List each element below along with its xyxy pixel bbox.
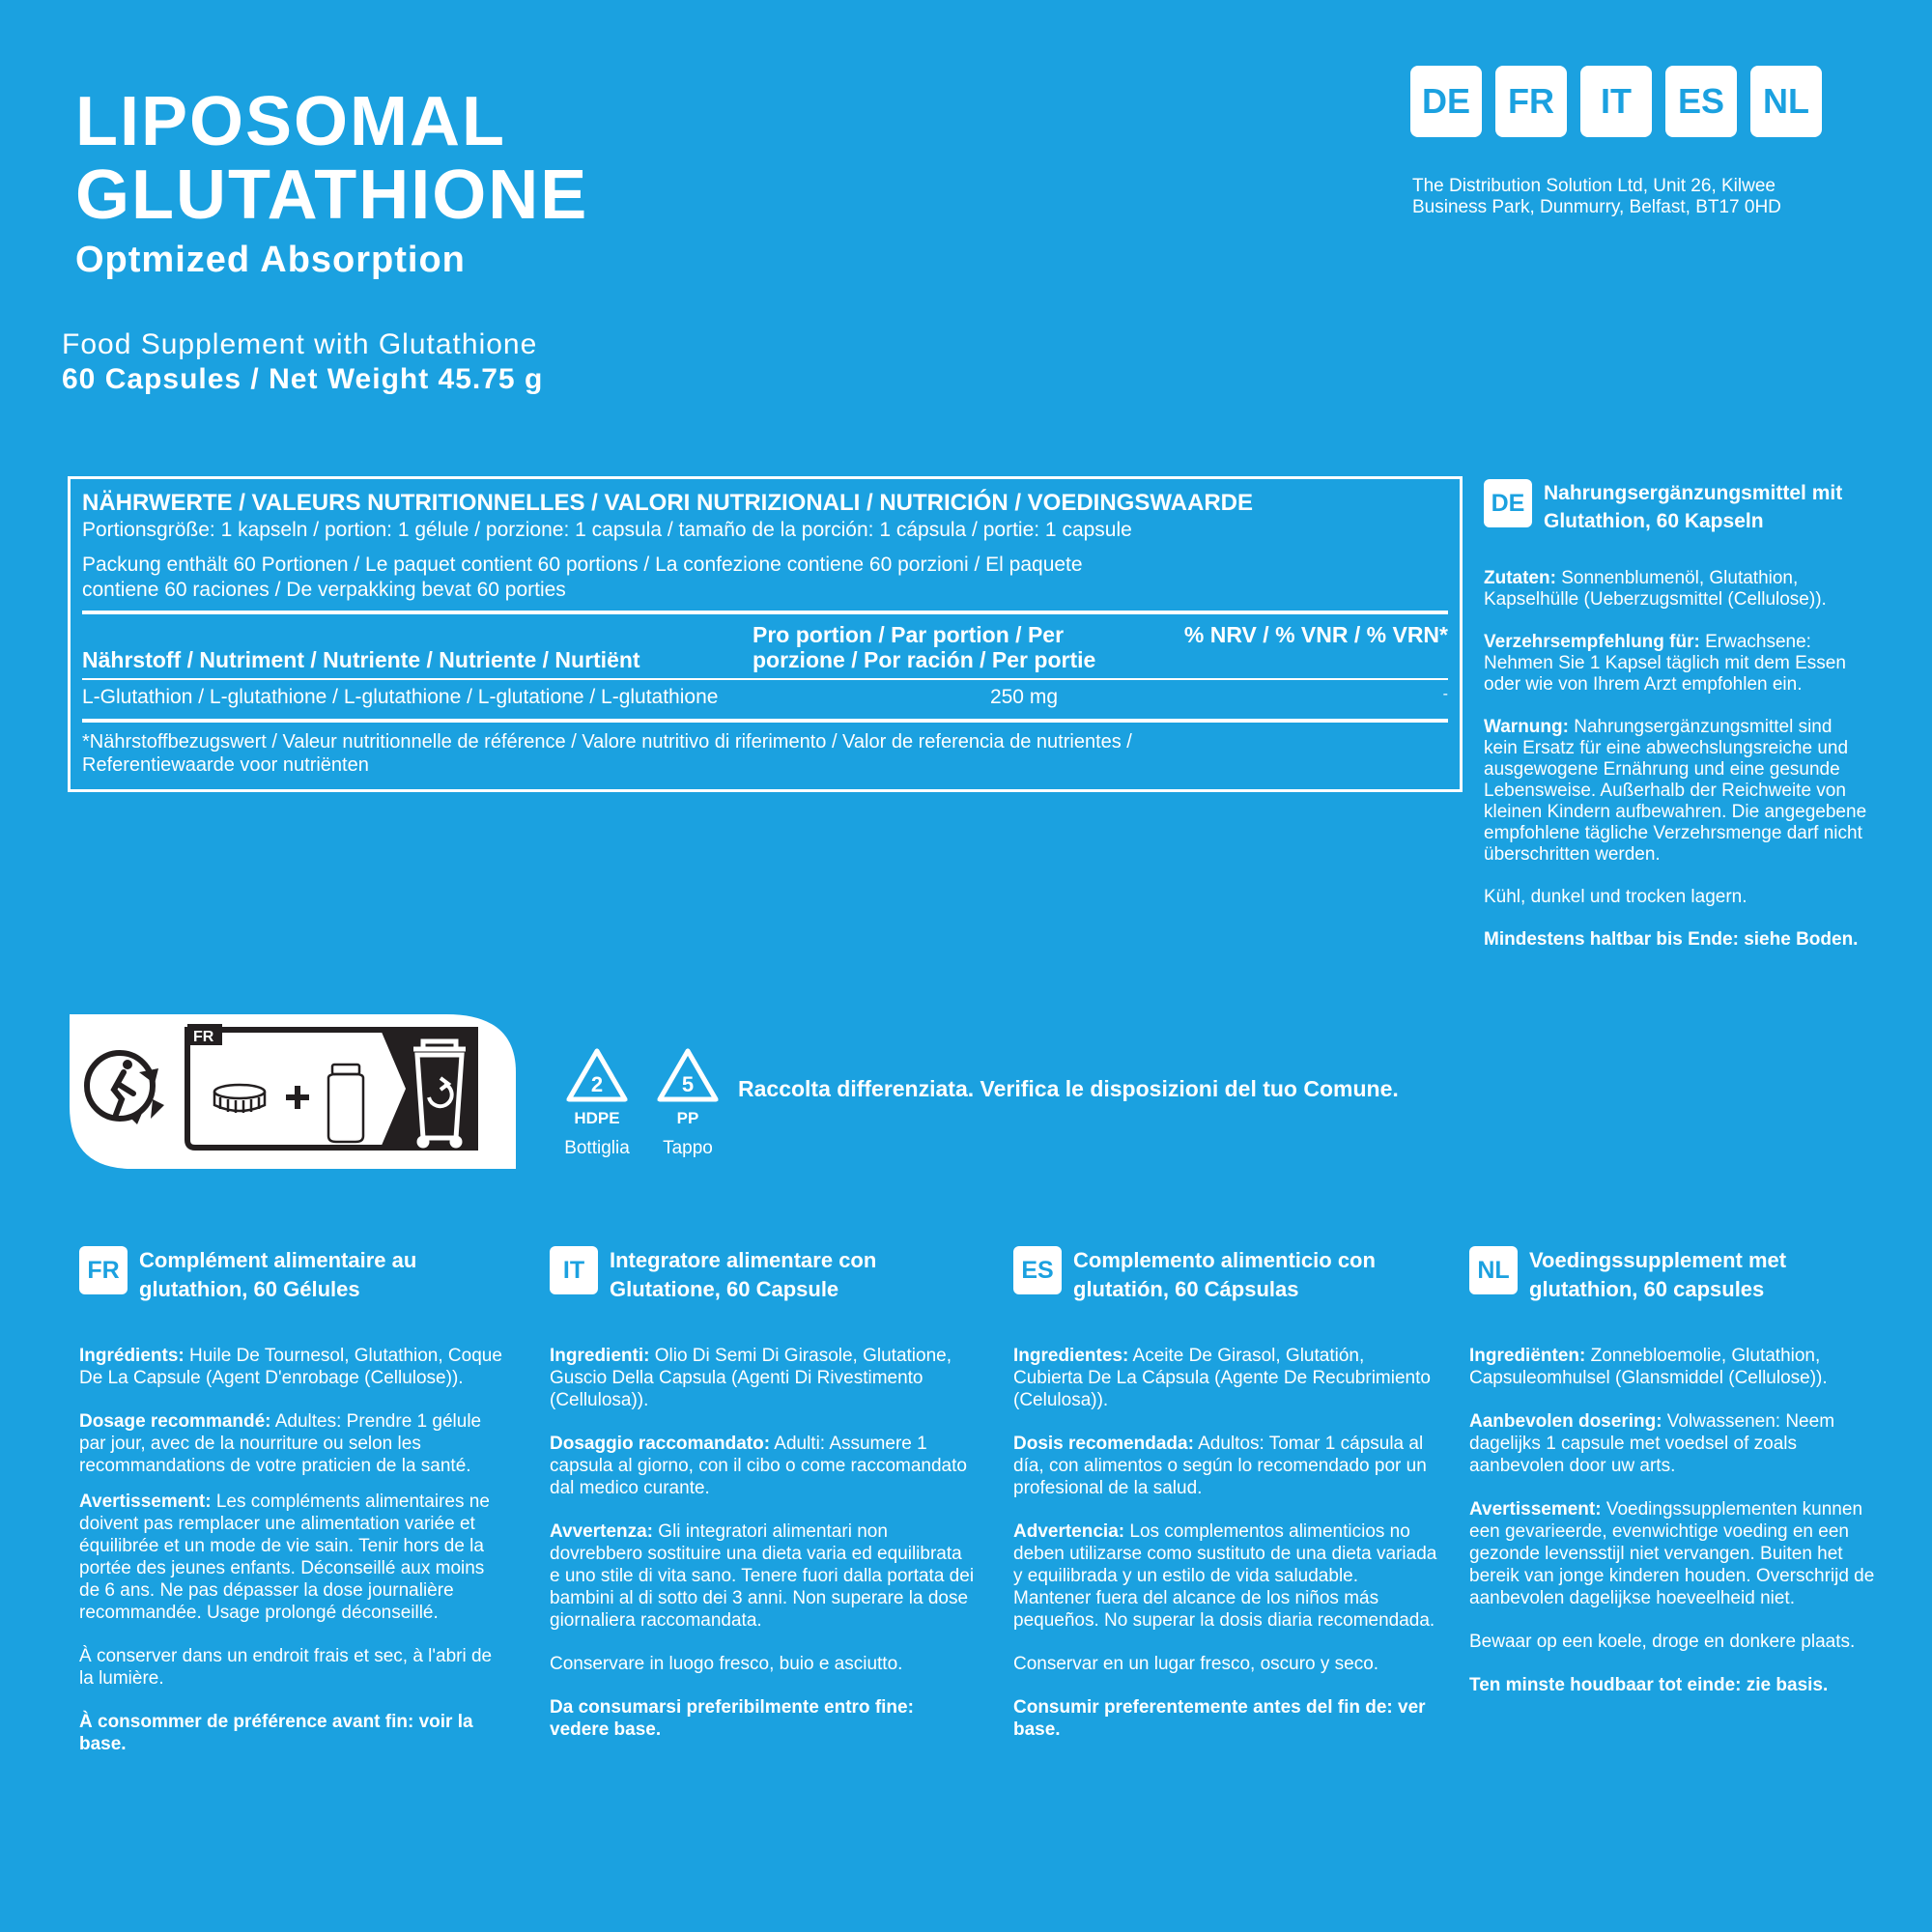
fr-warning bbox=[79, 1491, 504, 1624]
badge-fr: FR bbox=[79, 1246, 128, 1294]
fr-storage: À conserver dans un endroit frais et sec, à l'abri de la lumière. bbox=[79, 1646, 493, 1689]
fr-ingredients-label: Ingrédients: bbox=[79, 1346, 185, 1366]
de-warning-label: Warnung: bbox=[1484, 717, 1569, 737]
section-de-title: Nahrungsergänzungsmittel mit Glutathion, 60 Kapseln bbox=[1544, 482, 1843, 532]
de-dosage bbox=[1484, 632, 1870, 696]
it-warning-label: Avvertenza: bbox=[550, 1521, 654, 1542]
section-es-header bbox=[1013, 1246, 1438, 1304]
fr-dosage bbox=[79, 1410, 504, 1477]
it-dosage-label: Dosaggio raccomandato: bbox=[550, 1434, 771, 1454]
recycling-note: Raccolta differenziata. Verifica le disposizioni del tuo Comune. bbox=[738, 1076, 1399, 1101]
it-storage: Conservare in luogo fresco, buio e asciutto. bbox=[550, 1654, 903, 1674]
table-rule bbox=[82, 678, 1448, 680]
section-it-title: Integratore alimentare con Glutatione, 60 Capsule bbox=[610, 1248, 877, 1301]
badge-nl: NL bbox=[1469, 1246, 1518, 1294]
nutrient-amount: 250 mg bbox=[989, 686, 1058, 708]
section-es bbox=[1013, 1246, 1438, 1762]
es-ingredients-label: Ingredientes: bbox=[1013, 1346, 1129, 1366]
section-de-header bbox=[1484, 479, 1870, 535]
title-line-1: LIPOSOMAL bbox=[75, 83, 506, 160]
nrv-footnote-1: *Nährstoffbezugswert / Valeur nutritionnelle de référence / Valore nutritivo di riferimento / Valor de referencia de nutrientes / bbox=[82, 731, 1132, 753]
table-rule bbox=[82, 719, 1448, 723]
it-ingredients-label: Ingredienti: bbox=[550, 1346, 650, 1366]
triman-recycling-panel bbox=[70, 1014, 516, 1169]
nutrient-name: L-Glutathion / L-glutathione / L-glutathione / L-glutatione / L-glutathione bbox=[82, 686, 719, 708]
resin-code-label: HDPE bbox=[574, 1109, 620, 1127]
nl-ingredients-label: Ingrediënten: bbox=[1469, 1346, 1586, 1366]
lang-button-es[interactable]: ES bbox=[1665, 66, 1737, 137]
product-description: Food Supplement with Glutathione bbox=[62, 328, 538, 360]
resin-code-hdpe bbox=[562, 1047, 632, 1159]
section-it-header bbox=[550, 1246, 975, 1304]
section-nl-title: Voedingssupplement met glutathion, 60 capsules bbox=[1529, 1248, 1787, 1301]
de-best-before: Mindestens haltbar bis Ende: siehe Boden. bbox=[1484, 929, 1859, 950]
fr-warning-label: Avertissement: bbox=[79, 1492, 212, 1512]
col-nrv-header: % NRV / % VNR / % VRN* bbox=[1183, 622, 1448, 647]
nl-warning bbox=[1469, 1498, 1880, 1609]
recycling-triangle-icon bbox=[656, 1047, 720, 1107]
net-weight: 60 Capsules / Net Weight 45.75 g bbox=[62, 363, 544, 395]
lang-button-fr[interactable]: FR bbox=[1495, 66, 1567, 137]
lang-button-nl[interactable]: NL bbox=[1750, 66, 1822, 137]
address-line-2: Business Park, Dunmurry, Belfast, BT17 0HD bbox=[1412, 197, 1781, 217]
resin-code-pp bbox=[653, 1047, 723, 1159]
section-fr-title: Complément alimentaire au glutathion, 60 Gélules bbox=[139, 1248, 417, 1301]
de-ingredients bbox=[1484, 568, 1870, 611]
de-ingredients-text: Sonnenblumenöl, Glutathion, Kapselhülle (Ueberzugsmittel (Cellulose)). bbox=[1484, 568, 1827, 610]
es-storage: Conservar en un lugar fresco, oscuro y seco. bbox=[1013, 1654, 1379, 1674]
it-best-before: Da consumarsi preferibilmente entro fine: vedere base. bbox=[550, 1697, 914, 1740]
lang-button-de[interactable]: DE bbox=[1410, 66, 1482, 137]
portion-size: Portionsgröße: 1 kapseln / portion: 1 gélule / porzione: 1 capsula / tamaño de la porción: 1 cápsula / portie: 1 capsule bbox=[82, 519, 1132, 541]
resin-item-label: Bottiglia bbox=[564, 1138, 630, 1158]
nrv-footnote-2: Referentiewaarde voor nutriënten bbox=[82, 754, 369, 776]
product-title bbox=[75, 85, 588, 232]
recycling-triangle-icon bbox=[565, 1047, 629, 1107]
nutrition-heading: NÄHRWERTE / VALEURS NUTRITIONNELLES / VALORI NUTRIZIONALI / NUTRICIÓN / VOEDINGSWAARDE bbox=[82, 490, 1254, 516]
title-line-2: GLUTATHIONE bbox=[75, 156, 589, 234]
package-info-1: Packung enthält 60 Portionen / Le paquet contient 60 portions / La confezione contiene 60 porzioni / El paquete bbox=[82, 554, 1083, 576]
es-best-before: Consumir preferentemente antes del fin de: ver base. bbox=[1013, 1697, 1426, 1740]
section-nl bbox=[1469, 1246, 1880, 1718]
nutrient-nrv: - bbox=[1442, 686, 1448, 702]
fr-warning-text: Les compléments alimentaires ne doivent pas remplacer une alimentation variée et équilibrée et un mode de vie sain. Tenir hors de la portée des jeunes enfants. Déconseillé aux moins de 6 ans. Ne pas dépasser la dose journalière recommandée. Usage prolongé déconseillé. bbox=[79, 1492, 490, 1623]
nl-warning-label: Avertissement: bbox=[1469, 1499, 1602, 1520]
col-per-portion-line-2: porzione / Por ración / Per portie bbox=[753, 647, 1096, 672]
section-fr bbox=[79, 1246, 504, 1776]
es-warning-label: Advertencia: bbox=[1013, 1521, 1125, 1542]
it-ingredients bbox=[550, 1345, 975, 1411]
nl-ingredients bbox=[1469, 1345, 1880, 1389]
de-warning-text: Nahrungsergänzungsmittel sind kein Ersatz für eine abwechslungsreiche und ausgewogene Ernährung und eine gesunde Lebensweise. Außerhalb der Reichweite von kleinen Kindern aufbewahren. Die angegebene empfohlene tägliche Verzehrsmenge darf nicht überschritten werden. bbox=[1484, 717, 1867, 865]
es-ingredients bbox=[1013, 1345, 1438, 1411]
table-row bbox=[82, 686, 1448, 709]
resin-number: 2 bbox=[590, 1072, 604, 1096]
lang-button-it[interactable]: IT bbox=[1580, 66, 1652, 137]
address-line-1: The Distribution Solution Ltd, Unit 26, Kilwee bbox=[1412, 176, 1776, 196]
resin-item-label: Tappo bbox=[663, 1138, 713, 1158]
de-dosage-text: Erwachsene: Nehmen Sie 1 Kapsel täglich mit dem Essen oder wie von Ihrem Arzt empfohlen ein. bbox=[1484, 632, 1846, 695]
language-selector bbox=[1410, 66, 1822, 137]
package-info-2: contiene 60 raciones / De verpakking bevat 60 porties bbox=[82, 579, 566, 601]
badge-de: DE bbox=[1484, 479, 1532, 527]
resin-code-label: PP bbox=[676, 1109, 699, 1127]
nl-warning-text: Voedingssupplementen kunnen een gevarieerde, evenwichtige voeding en een gezonde levensstijl niet vervangen. Buiten het bereik van jonge kinderen houden. Overschrijd de aanbevolen dagelijkse hoeveelheid niet. bbox=[1469, 1499, 1875, 1608]
es-dosage bbox=[1013, 1433, 1438, 1499]
de-ingredients-label: Zutaten: bbox=[1484, 568, 1556, 588]
es-dosage-text: Adultos: Tomar 1 cápsula al día, con alimentos o según lo recomendado por un profesional de la salud. bbox=[1013, 1434, 1427, 1498]
section-es-title: Complemento alimenticio con glutatión, 60 Cápsulas bbox=[1073, 1248, 1376, 1301]
nl-dosage-label: Aanbevolen dosering: bbox=[1469, 1411, 1662, 1432]
de-warning bbox=[1484, 717, 1870, 866]
resin-number: 5 bbox=[681, 1072, 695, 1096]
de-storage: Kühl, dunkel und trocken lagern. bbox=[1484, 887, 1747, 907]
fr-dosage-label: Dosage recommandé: bbox=[79, 1411, 271, 1432]
table-rule bbox=[82, 611, 1448, 614]
fr-ingredients bbox=[79, 1345, 504, 1389]
it-warning-text: Gli integratori alimentari non dovrebbero sostituire una dieta varia ed equilibrata e uno stile di vita sano. Tenere fuori dalla portata dei bambini al di sotto dei 3 anni. Non superare la dose giornaliera raccomandata. bbox=[550, 1521, 975, 1631]
section-it bbox=[550, 1246, 975, 1762]
nl-dosage bbox=[1469, 1410, 1880, 1477]
es-ingredients-text: Aceite De Girasol, Glutatión, Cubierta De La Cápsula (Agente De Recubrimiento (Celulosa)). bbox=[1013, 1346, 1431, 1410]
triman-fr-tag: FR bbox=[193, 1029, 214, 1045]
nl-ingredients-text: Zonnebloemolie, Glutathion, Capsuleomhulsel (Glansmiddel (Cellulose)). bbox=[1469, 1346, 1828, 1388]
it-dosage bbox=[550, 1433, 975, 1499]
nl-dosage-text: Volwassenen: Neem dagelijks 1 capsule met voedsel of zoals aanbevolen door uw arts. bbox=[1469, 1411, 1835, 1476]
col-per-portion-line-1: Pro portion / Par portion / Per bbox=[753, 622, 1065, 647]
fr-dosage-text: Adultes: Prendre 1 gélule par jour, avec de la nourriture ou selon les recommandations de votre praticien de la santé. bbox=[79, 1411, 482, 1476]
col-per-portion-header bbox=[753, 622, 1139, 672]
col-nutrient-header: Nährstoff / Nutriment / Nutriente / Nutriente / Nurtiënt bbox=[82, 647, 640, 672]
nl-best-before: Ten minste houdbaar tot einde: zie basis. bbox=[1469, 1675, 1829, 1695]
section-nl-header bbox=[1469, 1246, 1880, 1304]
badge-it: IT bbox=[550, 1246, 598, 1294]
nl-storage: Bewaar op een koele, droge en donkere plaats. bbox=[1469, 1632, 1856, 1652]
nutrition-table bbox=[68, 476, 1463, 792]
section-fr-header bbox=[79, 1246, 504, 1304]
badge-es: ES bbox=[1013, 1246, 1062, 1294]
distributor-address bbox=[1412, 176, 1857, 218]
table-header-row bbox=[82, 622, 1448, 672]
it-warning bbox=[550, 1520, 975, 1632]
section-de bbox=[1484, 479, 1870, 972]
es-warning-text: Los complementos alimenticios no deben utilizarse como sustituto de una dieta variada y equilibrada y un estilo de vida saludable. Mantener fuera del alcance de los niños más pequeños. No superar la dosis diaria recomendada. bbox=[1013, 1521, 1437, 1631]
resin-codes bbox=[562, 1047, 723, 1159]
es-dosage-label: Dosis recomendada: bbox=[1013, 1434, 1194, 1454]
product-subtitle: Optmized Absorption bbox=[75, 240, 466, 280]
fr-best-before: À consommer de préférence avant fin: voir la base. bbox=[79, 1712, 473, 1754]
de-dosage-label: Verzehrsempfehlung für: bbox=[1484, 632, 1700, 652]
it-dosage-text: Adulti: Assumere 1 capsula al giorno, con il cibo o come raccomandato dal medico curante. bbox=[550, 1434, 967, 1498]
it-ingredients-text: Olio Di Semi Di Girasole, Glutatione, Guscio Della Capsula (Agenti Di Rivestimento (Cellulosa)). bbox=[550, 1346, 952, 1410]
es-warning bbox=[1013, 1520, 1438, 1632]
fr-ingredients-text: Huile De Tournesol, Glutathion, Coque De La Capsule (Agent D'enrobage (Cellulose)). bbox=[79, 1346, 502, 1388]
